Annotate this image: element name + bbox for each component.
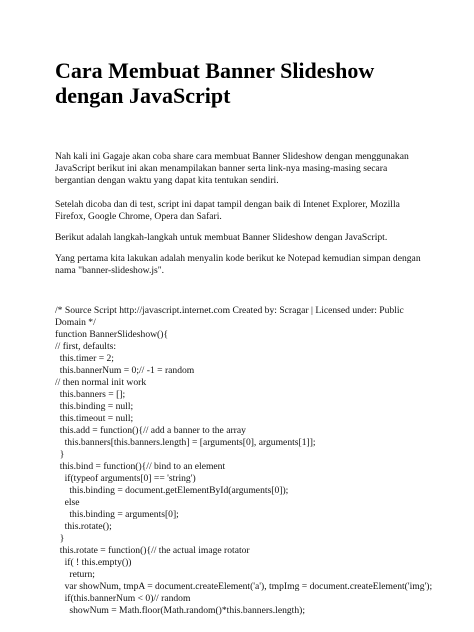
code-line: this.bannerNum = 0;// -1 = random bbox=[55, 365, 195, 376]
code-line: return; bbox=[55, 569, 95, 580]
code-line: this.binding = null; bbox=[55, 401, 134, 412]
code-line: showNum = Math.floor(Math.random()*this.banners.length); bbox=[55, 605, 306, 616]
first-step-paragraph: Yang pertama kita lakukan adalah menyalin kode berikut ke Notepad kemudian simpan dengan nama "banner-slideshow.js". bbox=[55, 253, 421, 276]
intro-paragraph: Nah kali ini Gagaje akan coba share cara membuat Banner Slideshow dengan menggunakan JavaScript berikut ini akan menampilakan banner serta link-nya masing-masing secara bergantian dengan waktu yang dapat kita tentukan sendiri. bbox=[55, 151, 409, 186]
code-line: else bbox=[55, 497, 80, 508]
code-line: /* Source Script http://javascript.internet.com Created by: Scragar | Licensed under: Public Domain */ bbox=[55, 305, 407, 328]
code-line: this.bind = function(){// bind to an element bbox=[55, 461, 226, 472]
code-line: } bbox=[55, 449, 65, 460]
code-line: this.rotate(); bbox=[55, 521, 112, 532]
code-line: } bbox=[55, 533, 65, 544]
browser-support-paragraph: Setelah dicoba dan di test, script ini dapat tampil dengan baik di Intenet Explorer, Mozilla Firefox, Google Chrome, Opera dan Safari. bbox=[55, 199, 400, 222]
code-line: var showNum, tmpA = document.createElement('a'), tmpImg = document.createElement('img'); bbox=[55, 581, 433, 592]
steps-intro-paragraph: Berikut adalah langkah-langkah untuk membuat Banner Slideshow dengan JavaScript. bbox=[55, 232, 388, 243]
code-line: // then normal init work bbox=[55, 377, 147, 388]
code-line: if( ! this.empty()) bbox=[55, 557, 132, 568]
code-line: this.binding = document.getElementById(arguments[0]); bbox=[55, 485, 289, 496]
page-title: Cara Membuat Banner Slideshow dengan JavaScript bbox=[55, 58, 375, 108]
code-line: // first, defaults: bbox=[55, 341, 117, 352]
code-line: this.binding = arguments[0]; bbox=[55, 509, 179, 520]
code-line: if(typeof arguments[0] == 'string') bbox=[55, 473, 196, 484]
code-line: this.banners[this.banners.length] = [arguments[0], arguments[1]]; bbox=[55, 437, 316, 448]
code-line: this.banners = []; bbox=[55, 389, 126, 400]
code-line: this.timer = 2; bbox=[55, 353, 114, 364]
code-listing bbox=[55, 305, 435, 617]
code-line: this.timeout = null; bbox=[55, 413, 134, 424]
code-line: this.add = function(){// add a banner to the array bbox=[55, 425, 246, 436]
code-line: function BannerSlideshow(){ bbox=[55, 329, 169, 340]
code-line: if(this.bannerNum < 0)// random bbox=[55, 593, 191, 604]
code-line: this.rotate = function(){// the actual image rotator bbox=[55, 545, 250, 556]
